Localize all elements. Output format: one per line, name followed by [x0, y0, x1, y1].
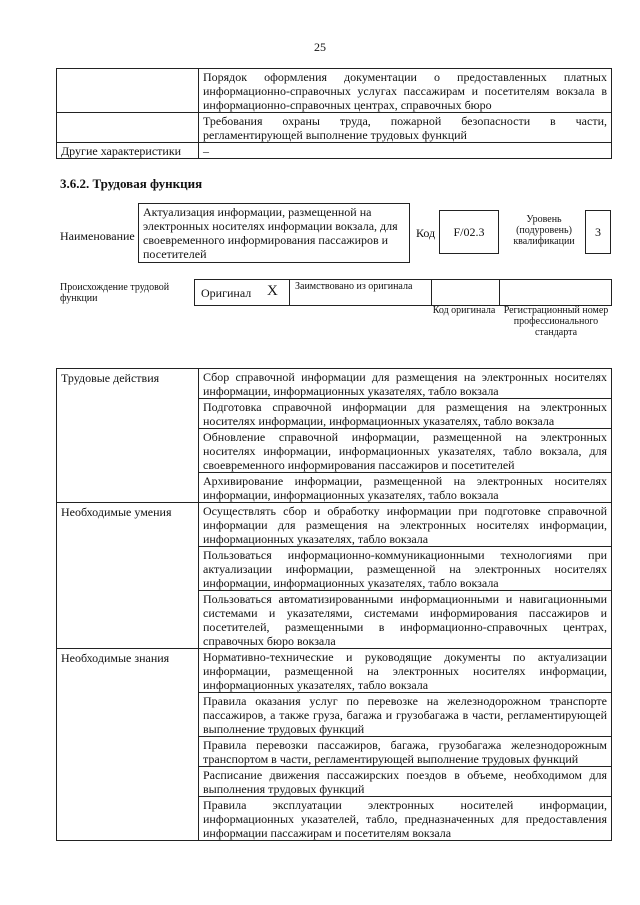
table-cell: Сбор справочной информации для размещения на электронных носителях информации, информационных указателях, табло вокзала — [199, 369, 612, 399]
table-cell: Пользоваться автоматизированными информационными и навигационными системами и указателями, системами информирования пассажиров и посетителей, размещенными в информационно-справочных центрах, справочных бюро вокзала — [199, 591, 612, 649]
table-row — [57, 649, 612, 693]
other-characteristics-label: Другие характеристики — [57, 143, 199, 159]
table-cell: Правила перевозки пассажиров, багажа, грузобагажа железнодорожным транспортом в части, регламентирующей выполнение трудовых функций — [199, 737, 612, 767]
code-original-caption: Код оригинала — [432, 305, 496, 316]
empty-label-cell — [57, 113, 199, 143]
level-value: 3 — [595, 225, 601, 239]
table-cell: Требования охраны труда, пожарной безопасности в части, регламентирующей выполнение трудовых функций — [199, 113, 612, 143]
page-number: 25 — [314, 40, 326, 54]
code-label: Код — [416, 226, 436, 240]
section-label-skills: Необходимые умения — [57, 503, 199, 649]
divider — [499, 280, 500, 305]
table-cell: Обновление справочной информации, размещенной на электронных носителях информации, информационных указателях, табло вокзала, для своевременного информирования пассажиров и посетителей — [199, 429, 612, 473]
table-cell: Расписание движения пассажирских поездов в объеме, необходимом для выполнения трудовых функций — [199, 767, 612, 797]
table-cell: Пользоваться информационно-коммуникационными технологиями при актуализации информации, размещенной на электронных носителях информации, информационных указателях, табло вокзала — [199, 547, 612, 591]
borrowed-label: Заимствовано из оригинала — [295, 281, 413, 292]
section-label-actions: Трудовые действия — [57, 369, 199, 503]
origin-box — [194, 279, 612, 306]
table-cell: Осуществлять сбор и обработку информации при подготовке справочной информации для размещения на электронных носителях информации, информационных указателях, табло вокзала — [199, 503, 612, 547]
code-box — [439, 210, 499, 254]
origin-label: Происхождение трудовой функции — [60, 282, 170, 304]
characteristics-table — [56, 68, 612, 159]
table-row — [57, 503, 612, 547]
function-name-box — [138, 203, 410, 263]
original-mark: X — [267, 283, 278, 299]
other-characteristics-value: – — [199, 143, 612, 159]
code-value: F/02.3 — [453, 225, 485, 239]
table-row — [57, 369, 612, 399]
section-title: 3.6.2. Трудовая функция — [60, 176, 203, 191]
divider — [431, 280, 432, 305]
table-cell: Архивирование информации, размещенной на электронных носителях информации, информационных указателях, табло вокзала — [199, 473, 612, 503]
table-row — [57, 69, 612, 113]
level-box — [585, 210, 611, 254]
table-row — [57, 143, 612, 159]
registration-number-caption: Регистрационный номер профессионального стандарта — [503, 305, 609, 338]
table-cell: Порядок оформления документации о предоставленных платных информационно-справочных услугах пассажирам и посетителям вокзала в информационно-справочных центрах, справочных бюро — [199, 69, 612, 113]
level-label: Уровень (подуровень) квалификации — [513, 214, 575, 247]
name-label: Наименование — [60, 229, 135, 243]
labor-function-table — [56, 368, 612, 841]
section-label-knowledge: Необходимые знания — [57, 649, 199, 841]
empty-label-cell — [57, 69, 199, 113]
table-cell: Правила оказания услуг по перевозке на железнодорожном транспорте пассажиров, а также груза, багажа и грузобагажа в части, регламентирующей выполнение трудовых функций — [199, 693, 612, 737]
table-row — [57, 113, 612, 143]
table-cell: Правила эксплуатации электронных носителей информации, информационных указателей, табло, предназначенных для предоставления информации пассажирам и посетителям вокзала — [199, 797, 612, 841]
original-label: Оригинал — [201, 286, 252, 300]
table-cell: Подготовка справочной информации для размещения на электронных носителях информации, информационных указателях, табло вокзала — [199, 399, 612, 429]
table-cell: Нормативно-технические и руководящие документы по актуализации информации, размещенной на электронных носителях информации, информационных указателях, табло вокзала — [199, 649, 612, 693]
function-name-value: Актуализация информации, размещенной на электронных носителях информации вокзала, для своевременного информирования пассажиров и посетителей — [143, 205, 398, 261]
divider — [289, 280, 290, 305]
